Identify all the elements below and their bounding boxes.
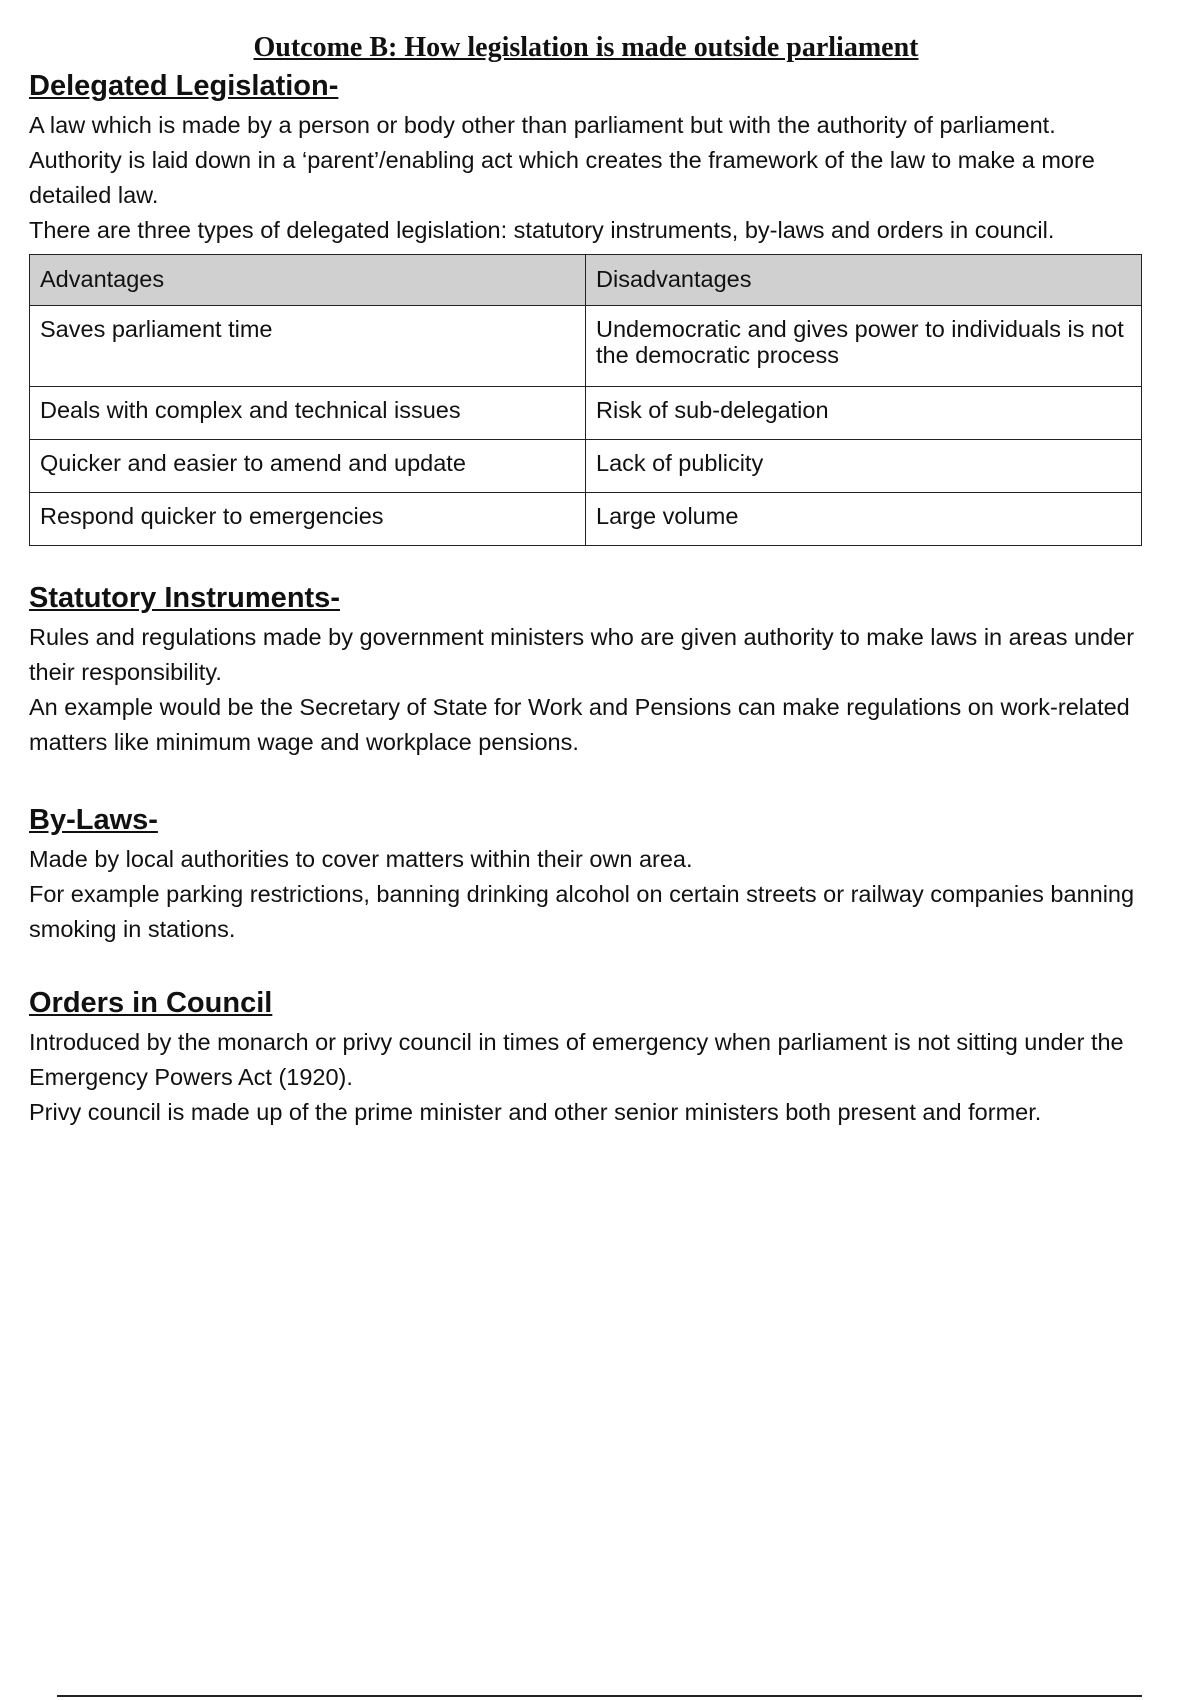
table-row: [30, 493, 1142, 546]
section-statutory-instruments: [29, 580, 1143, 760]
paragraph: Authority is laid down in a ‘parent’/enabling act which creates the framework of the law to make a more detailed law.: [29, 147, 1095, 208]
table-header-advantages: Advantages: [30, 255, 586, 306]
spacer: [29, 947, 1143, 985]
section-heading: By-Laws-: [29, 804, 158, 836]
section-heading: Orders in Council: [29, 987, 273, 1019]
table-header-disadvantages: Disadvantages: [586, 255, 1142, 306]
table-row: [30, 387, 1142, 440]
table-cell-advantage: Saves parliament time: [30, 306, 586, 387]
section-heading: Statutory Instruments-: [29, 582, 340, 614]
document-page: [29, 28, 1143, 1130]
paragraph: An example would be the Secretary of State for Work and Pensions can make regulations on work-related matters like minimum wage and workplace pensions.: [29, 694, 1130, 755]
advantages-disadvantages-table: [29, 254, 1142, 546]
section-delegated-legislation: [29, 68, 1143, 546]
paragraph: For example parking restrictions, banning drinking alcohol on certain streets or railway companies banning smoking in stations.: [29, 881, 1135, 942]
table-cell-disadvantage: Large volume: [586, 493, 1142, 546]
section-orders-in-council: [29, 985, 1143, 1130]
paragraph: There are three types of delegated legislation: statutory instruments, by-laws and orders in council.: [29, 217, 1055, 243]
table-cell-advantage: Deals with complex and technical issues: [30, 387, 586, 440]
paragraph: Made by local authorities to cover matters within their own area.: [29, 846, 693, 872]
paragraph: A law which is made by a person or body other than parliament but with the authority of parliament.: [29, 112, 1056, 138]
spacer: [29, 760, 1143, 802]
document-title: Outcome B: How legislation is made outside parliament: [253, 32, 919, 63]
section-by-laws: [29, 802, 1143, 947]
table-cell-disadvantage: Risk of sub-delegation: [586, 387, 1142, 440]
table-cell-disadvantage: Lack of publicity: [586, 440, 1142, 493]
table-header-row: [30, 255, 1142, 306]
table-cell-advantage: Respond quicker to emergencies: [30, 493, 586, 546]
paragraph: Privy council is made up of the prime minister and other senior ministers both present and former.: [29, 1099, 1042, 1125]
table-cell-disadvantage: Undemocratic and gives power to individuals is not the democratic process: [586, 306, 1142, 387]
table-row: [30, 306, 1142, 387]
section-heading: Delegated Legislation-: [29, 70, 339, 102]
paragraph: Introduced by the monarch or privy council in times of emergency when parliament is not sitting under the Emergency Powers Act (1920).: [29, 1029, 1124, 1090]
table-cell-advantage: Quicker and easier to amend and update: [30, 440, 586, 493]
table-row: [30, 440, 1142, 493]
paragraph: Rules and regulations made by government ministers who are given authority to make laws in areas under their responsibility.: [29, 624, 1135, 685]
footer-divider: [57, 1695, 1142, 1697]
spacer: [29, 546, 1143, 580]
